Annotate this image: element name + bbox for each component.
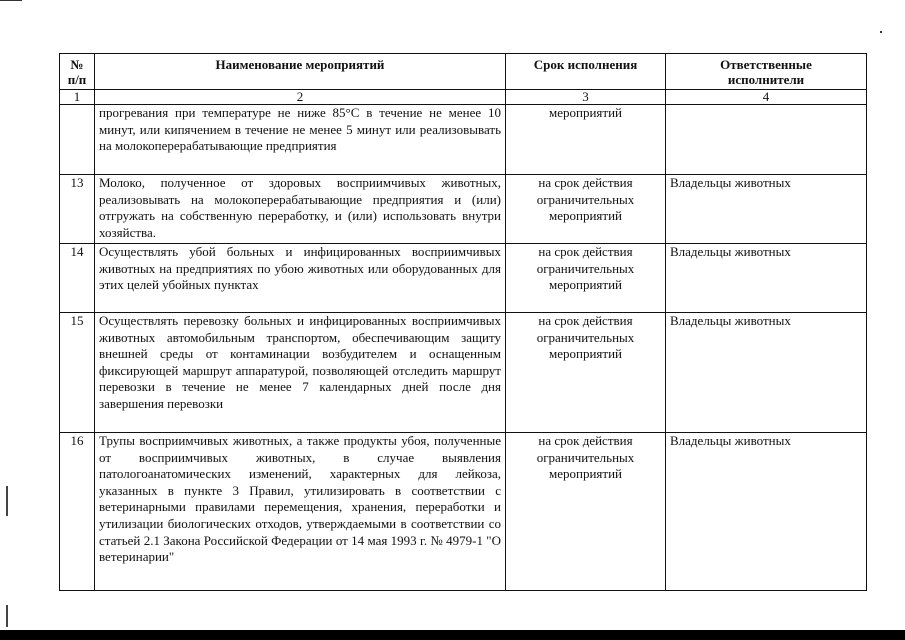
table-row: [60, 105, 867, 175]
row-number: 16: [60, 433, 95, 591]
column-number: 2: [95, 90, 506, 105]
table-row: [60, 244, 867, 313]
table-row: [60, 313, 867, 433]
column-number: 3: [506, 90, 666, 105]
header-term: Срок исполнения: [506, 54, 666, 90]
scan-mark-top-left: [0, 0, 22, 1]
scan-edge-bar: [0, 630, 905, 640]
row-term: мероприятий: [506, 105, 666, 175]
row-responsible: [666, 105, 867, 175]
table-row: [60, 175, 867, 244]
row-term: на срок действия ограничительных мероприятий: [506, 313, 666, 433]
row-responsible: Владельцы животных: [666, 313, 867, 433]
row-number: 13: [60, 175, 95, 244]
row-term: на срок действия ограничительных мероприятий: [506, 244, 666, 313]
row-measure: Трупы восприимчивых животных, а также продукты убоя, полученные от восприимчивых животных, в случае выявления патологоанатомических изменений, характерных для лейкоза, указанных в пункте 3 Правил, утилизировать в соответствии с ветеринарными правилами перемещения, хранения, переработки и утилизации биологических отходов, утверждаемыми в соответствии со статьей 2.1 Закона Российской Федерации от 14 мая 1993 г. № 4979-1 "О ветеринарии": [95, 433, 506, 591]
row-number: [60, 105, 95, 175]
column-number: 4: [666, 90, 867, 105]
row-measure: Осуществлять убой больных и инфицированных восприимчивых животных на предприятиях по убою животных или оборудованных для этих целей убойных пунктах: [95, 244, 506, 313]
row-number: 14: [60, 244, 95, 313]
scan-mark-left-bottom: [6, 605, 8, 627]
row-responsible: Владельцы животных: [666, 244, 867, 313]
header-row: [60, 54, 867, 90]
row-term: на срок действия ограничительных мероприятий: [506, 433, 666, 591]
row-measure: Осуществлять перевозку больных и инфицированных восприимчивых животных автомобильным транспортом, обеспечивающим защиту внешней среды от контаминации возбудителем и оснащенным фиксирующей маршрут аппаратурой, позволяющей отследить маршрут перевозки в течение не менее 7 календарных дней после дня завершения перевозки: [95, 313, 506, 433]
row-measure: прогревания при температуре не ниже 85°С в течение не менее 10 минут, или кипячением в течение не менее 5 минут или реализовывать на молокоперерабатывающие предприятия: [95, 105, 506, 175]
row-responsible: Владельцы животных: [666, 175, 867, 244]
row-responsible: Владельцы животных: [666, 433, 867, 591]
row-term: на срок действия ограничительных мероприятий: [506, 175, 666, 244]
row-number: 15: [60, 313, 95, 433]
scan-mark-left: [6, 486, 8, 516]
table-row: [60, 433, 867, 591]
column-number: 1: [60, 90, 95, 105]
header-name: Наименование мероприятий: [95, 54, 506, 90]
header-number: № п/п: [60, 54, 95, 90]
row-measure: Молоко, полученное от здоровых восприимчивых животных, реализовывать на молокоперерабатывающие предприятия и (или) отгружать на собственную переработку, и (или) использовать внутри хозяйства.: [95, 175, 506, 244]
scan-mark-top-right: [880, 31, 882, 33]
header-responsible: Ответственные исполнители: [666, 54, 867, 90]
column-numbers-row: [60, 90, 867, 105]
measures-table: [59, 53, 867, 591]
